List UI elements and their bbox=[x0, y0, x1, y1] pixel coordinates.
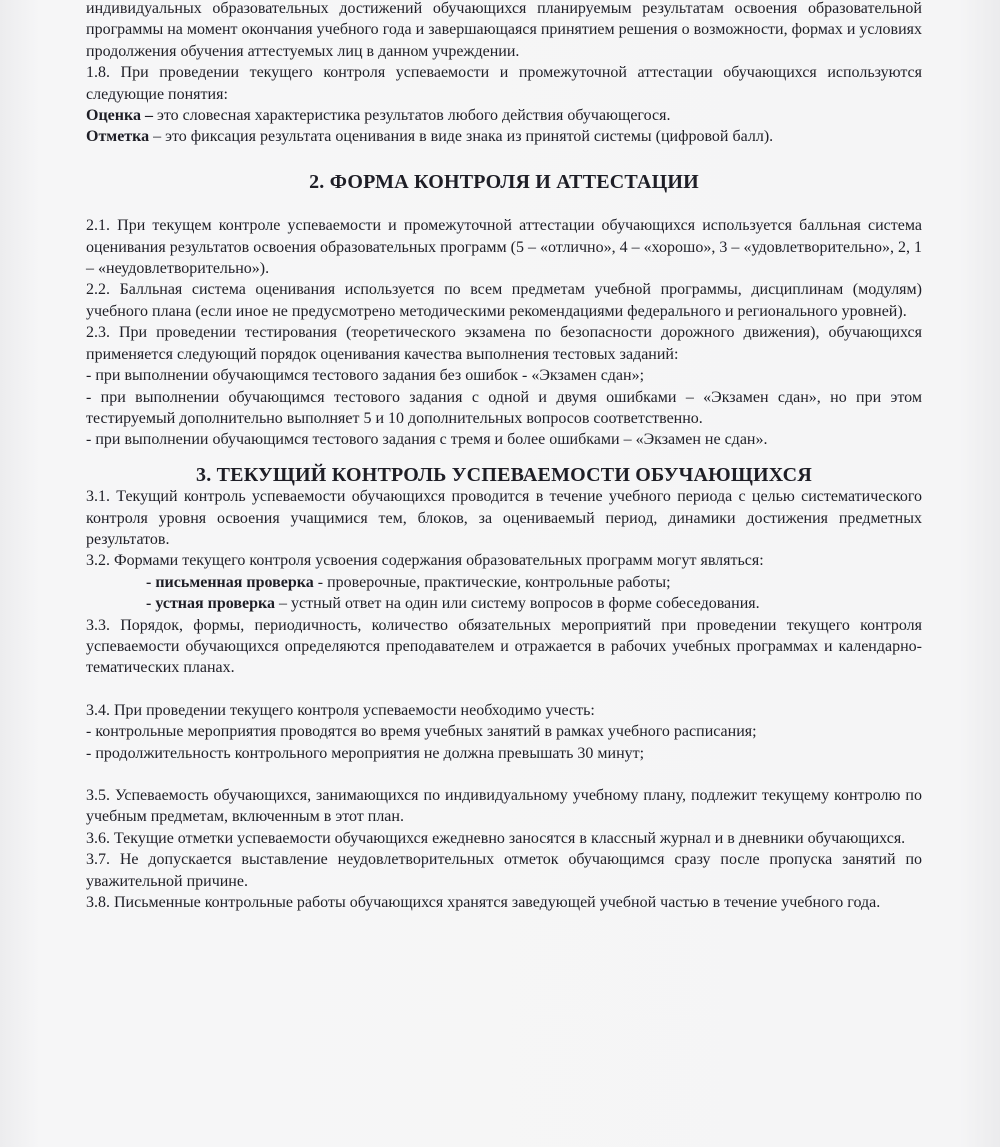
paragraph-2-3: 2.3. При проведении тестирования (теоретического экзамена по безопасности дорожного движения), обучающихся применяется следующий порядок оценивания качества выполнения тестовых заданий: bbox=[86, 324, 922, 363]
term-otmetka: Отметка bbox=[86, 128, 150, 146]
paragraph-2-2: 2.2. Балльная система оценивания используется по всем предметам учебной программы, дисциплинам (модулям) учебного плана (если иное не предусмотрено методическими рекомендациями федерального и регионального уровней). bbox=[86, 281, 922, 320]
paragraph-3-2: 3.2. Формами текущего контроля усвоения содержания образовательных программ могут являться: bbox=[86, 552, 764, 570]
section-2-title: 2. ФОРМА КОНТРОЛЯ И АТТЕСТАЦИИ bbox=[309, 170, 699, 193]
paragraph-2-1: 2.1. При текущем контроле успеваемости и промежуточной аттестации обучающихся используется балльная система оценивания результатов освоения образовательных программ (5 – «отлично», 4 – «хорошо», 3 – «удовлетворительно», 2, 1 – «неудовлетворительно»). bbox=[86, 217, 922, 278]
def-oral: – устный ответ на один или систему вопросов в форме собеседования. bbox=[275, 595, 760, 613]
def-ocenka: это словесная характеристика результатов любого действия обучающегося. bbox=[152, 107, 671, 125]
term-ocenka: Оценка – bbox=[86, 107, 153, 125]
paragraph-3-1: 3.1. Текущий контроль успеваемости обучающихся проводится в течение учебного периода с целью систематического контроля уровня освоения учащимися тем, блоков, за оцениваемый период, динамики достижения предметных результатов. bbox=[86, 488, 922, 548]
form-written bbox=[86, 572, 922, 593]
bullet-no-errors: - при выполнении обучающимся тестового задания без ошибок - «Экзамен сдан»; bbox=[86, 367, 645, 385]
bullet-three-errors: - при выполнении обучающимся тестового задания с тремя и более ошибками – «Экзамен не сдан». bbox=[86, 431, 768, 449]
paragraph-3-6: 3.6. Текущие отметки успеваемости обучающихся ежедневно заносятся в классный журнал и в дневники обучающихся. bbox=[86, 829, 906, 847]
bullet-3-4-b: - продолжительность контрольного мероприятия не должна превышать 30 минут; bbox=[86, 744, 645, 762]
paragraph-3-5: 3.5. Успеваемость обучающихся, занимающихся по индивидуальному учебному плану, подлежит текущему контролю по учебным предметам, включенным в этот план. bbox=[86, 787, 922, 826]
form-oral bbox=[86, 593, 922, 614]
paragraph-3-7: 3.7. Не допускается выставление неудовлетворительных отметок обучающимся сразу после пропуска занятий по уважительной причине. bbox=[86, 851, 922, 890]
paragraph-3-3: 3.3. Порядок, формы, периодичность, количество обязательных мероприятий при проведении текущего контроля успеваемости обучающихся определяются преподавателем и отражается в рабочих учебных программах и календарно-тематических планах. bbox=[86, 616, 922, 677]
paragraph-3-4: 3.4. При проведении текущего контроля успеваемости необходимо учесть: bbox=[86, 701, 595, 719]
paragraph-1-8: 1.8. При проведении текущего контроля успеваемости и промежуточной аттестации обучающихся используются следующие понятия: bbox=[86, 64, 922, 103]
definition-otmetka bbox=[86, 126, 922, 147]
intro-paragraph: индивидуальных образовательных достижений обучающихся планируемым результатам освоения образовательной программы на момент окончания учебного года и завершающаяся принятием решения о возможности, формах и условиях продолжения обучения аттестуемых лиц в данном учреждении. bbox=[86, 0, 922, 60]
bullet-one-two-errors: - при выполнении обучающимся тестового задания с одной и двумя ошибками – «Экзамен сдан», но при этом тестируемый дополнительно выполняет 5 и 10 дополнительных вопросов соответственно. bbox=[86, 388, 922, 427]
document-body bbox=[86, 0, 922, 913]
def-otmetka: – это фиксация результата оценивания в виде знака из принятой системы (цифровой балл). bbox=[149, 128, 774, 146]
term-oral: - устная проверка bbox=[146, 595, 276, 613]
bullet-3-4-a: - контрольные мероприятия проводятся во время учебных занятий в рамках учебного расписания; bbox=[86, 723, 757, 741]
paragraph-3-8: 3.8. Письменные контрольные работы обучающихся хранятся заведующей учебной частью в течение учебного года. bbox=[86, 894, 881, 912]
def-written: - проверочные, практические, контрольные работы; bbox=[313, 573, 671, 591]
definition-ocenka bbox=[86, 105, 922, 126]
term-written: - письменная проверка bbox=[146, 573, 314, 591]
section-3-title: 3. ТЕКУЩИЙ КОНТРОЛЬ УСПЕВАЕМОСТИ ОБУЧАЮЩИХСЯ bbox=[196, 463, 812, 486]
